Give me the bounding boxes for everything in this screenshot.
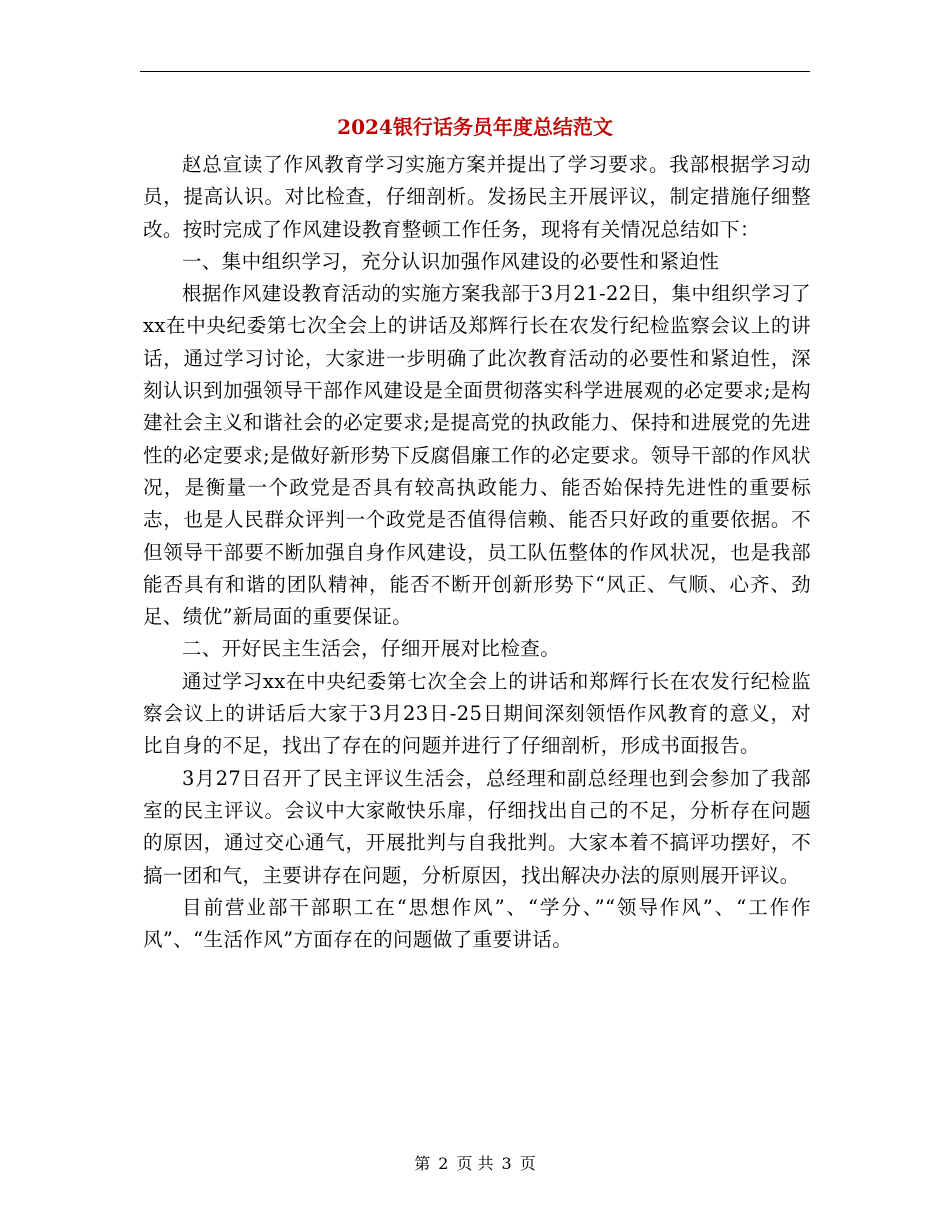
paragraph-review: 通过学习xx在中央纪委第七次全会上的讲话和郑辉行长在农发行纪检监察会议上的讲话后大家于3月23日-25日期间深刻领悟作风教育的意义，对比自身的不足，找出了存在的问题并进行了仔细剖析，形成书面报告。 [143,669,811,758]
paragraph-study: 根据作风建设教育活动的实施方案我部于3月21-22日，集中组织学习了xx在中央纪委第七次全会上的讲话及郑辉行长在农发行纪检监察会议上的讲话，通过学习讨论，大家进一步明确了此次教育活动的必要性和紧迫性，深刻认识到加强领导干部作风建设是全面贯彻落实科学进展观的必定要求;是构建社会主义和谐社会的必定要求;是提高党的执政能力、保持和进展党的先进性的必定要求;是做好新形势下反腐倡廉工作的必定要求。领导干部的作风状况，是衡量一个政党是否具有较高执政能力、能否始保持先进性的重要标志，也是人民群众评判一个政党是否值得信赖、能否只好政的重要依据。不但领导干部要不断加强自身作风建设，员工队伍整体的作风状况，也是我部能否具有和谐的团队精神，能否不断开创新形势下“风正、气顺、心齐、劲足、绩优”新局面的重要保证。 [143,282,811,629]
paragraph-meeting: 3月27日召开了民主评议生活会，总经理和副总经理也到会参加了我部室的民主评议。会议中大家敞快乐扉，仔细找出自己的不足，分析存在问题的原因，通过交心通气，开展批判与自我批判。大家本着不搞评功摆好，不搞一团和气，主要讲存在问题，分析原因，找出解决办法的原则展开评议。 [143,766,811,887]
footer-suffix: 页 [519,1154,536,1173]
footer-middle: 页 共 [456,1154,494,1173]
document-title: 2024银行话务员年度总结范文 [337,115,613,139]
header-rule [140,71,810,72]
paragraph-intro: 赵总宣读了作风教育学习实施方案并提出了学习要求。我部根据学习动员，提高认识。对比检查，仔细剖析。发扬民主开展评议，制定措施仔细整改。按时完成了作风建设教育整顿工作任务，现将有关情况总结如下： [143,153,811,241]
footer-page-number: 2 [438,1154,449,1173]
page-footer [140,1153,810,1175]
footer-prefix: 第 [414,1154,431,1173]
section-heading-2: 二、开好民主生活会，仔细开展对比检查。 [182,637,561,661]
section-heading-1: 一、集中组织学习，充分认识加强作风建设的必要性和紧迫性 [182,249,720,273]
footer-total-pages: 3 [501,1154,512,1173]
document-body [143,149,811,956]
paragraph-issues: 目前营业部干部职工在“思想作风”、“学分、”“领导作风”、“工作作风”、“生活作风”方面存在的问题做了重要讲话。 [143,895,811,952]
